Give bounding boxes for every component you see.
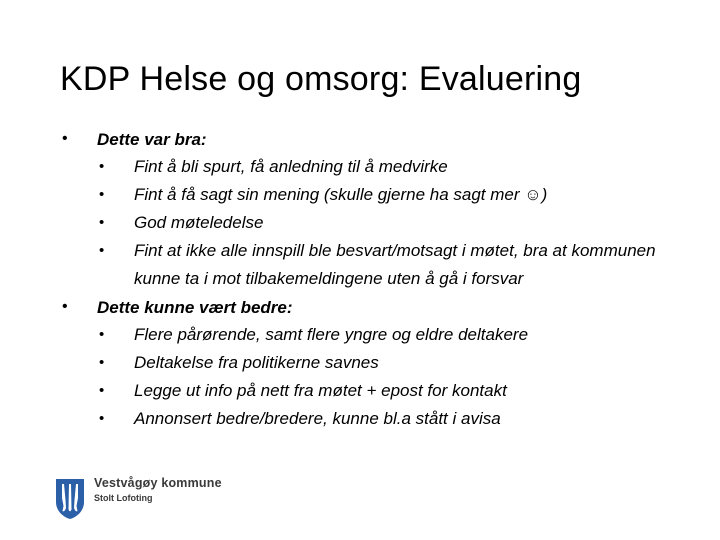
list-item (0, 242, 720, 298)
section-heading: Dette kunne vært bedre: (97, 298, 293, 317)
bullet: • (99, 158, 105, 175)
list-item (0, 410, 720, 438)
bullet: • (99, 186, 105, 203)
logo-name: Vestvågøy kommune (94, 476, 222, 490)
municipal-coat-of-arms-icon (55, 478, 85, 520)
bullet: • (99, 242, 105, 259)
logo-text (94, 476, 222, 505)
list-item-text: Fint å få sagt sin mening (skulle gjerne ha sagt mer ☺) (134, 185, 548, 204)
section-items (0, 326, 720, 438)
logo-tagline: Stolt Lofoting (94, 493, 153, 503)
bullet: • (99, 326, 105, 343)
slide-title: KDP Helse og omsorg: Evaluering (60, 60, 582, 98)
bullet: • (99, 354, 105, 371)
list-item-text: Legge ut info på nett fra møtet + epost for kontakt (134, 381, 507, 400)
bullet: • (62, 298, 68, 315)
list-item-text: Deltakelse fra politikerne savnes (134, 353, 379, 372)
bullet: • (99, 214, 105, 231)
list-item-text: Fint å bli spurt, få anledning til å medvirke (134, 157, 448, 176)
list-item-text: Fint at ikke alle innspill ble besvart/motsagt i møtet, bra at kommunen kunne ta i mot tilbakemeldingene uten å gå i forsvar (134, 241, 656, 288)
list-item-text: God møteledelse (134, 213, 264, 232)
section-heading: Dette var bra: (97, 130, 207, 149)
section-items (0, 158, 720, 298)
municipality-logo (55, 476, 222, 520)
bullet: • (99, 410, 105, 427)
bullet: • (62, 130, 68, 147)
bullet: • (99, 382, 105, 399)
list-item-text: Annonsert bedre/bredere, kunne bl.a stått i avisa (134, 409, 501, 428)
list-item-text: Flere pårørende, samt flere yngre og eldre deltakere (134, 325, 529, 344)
